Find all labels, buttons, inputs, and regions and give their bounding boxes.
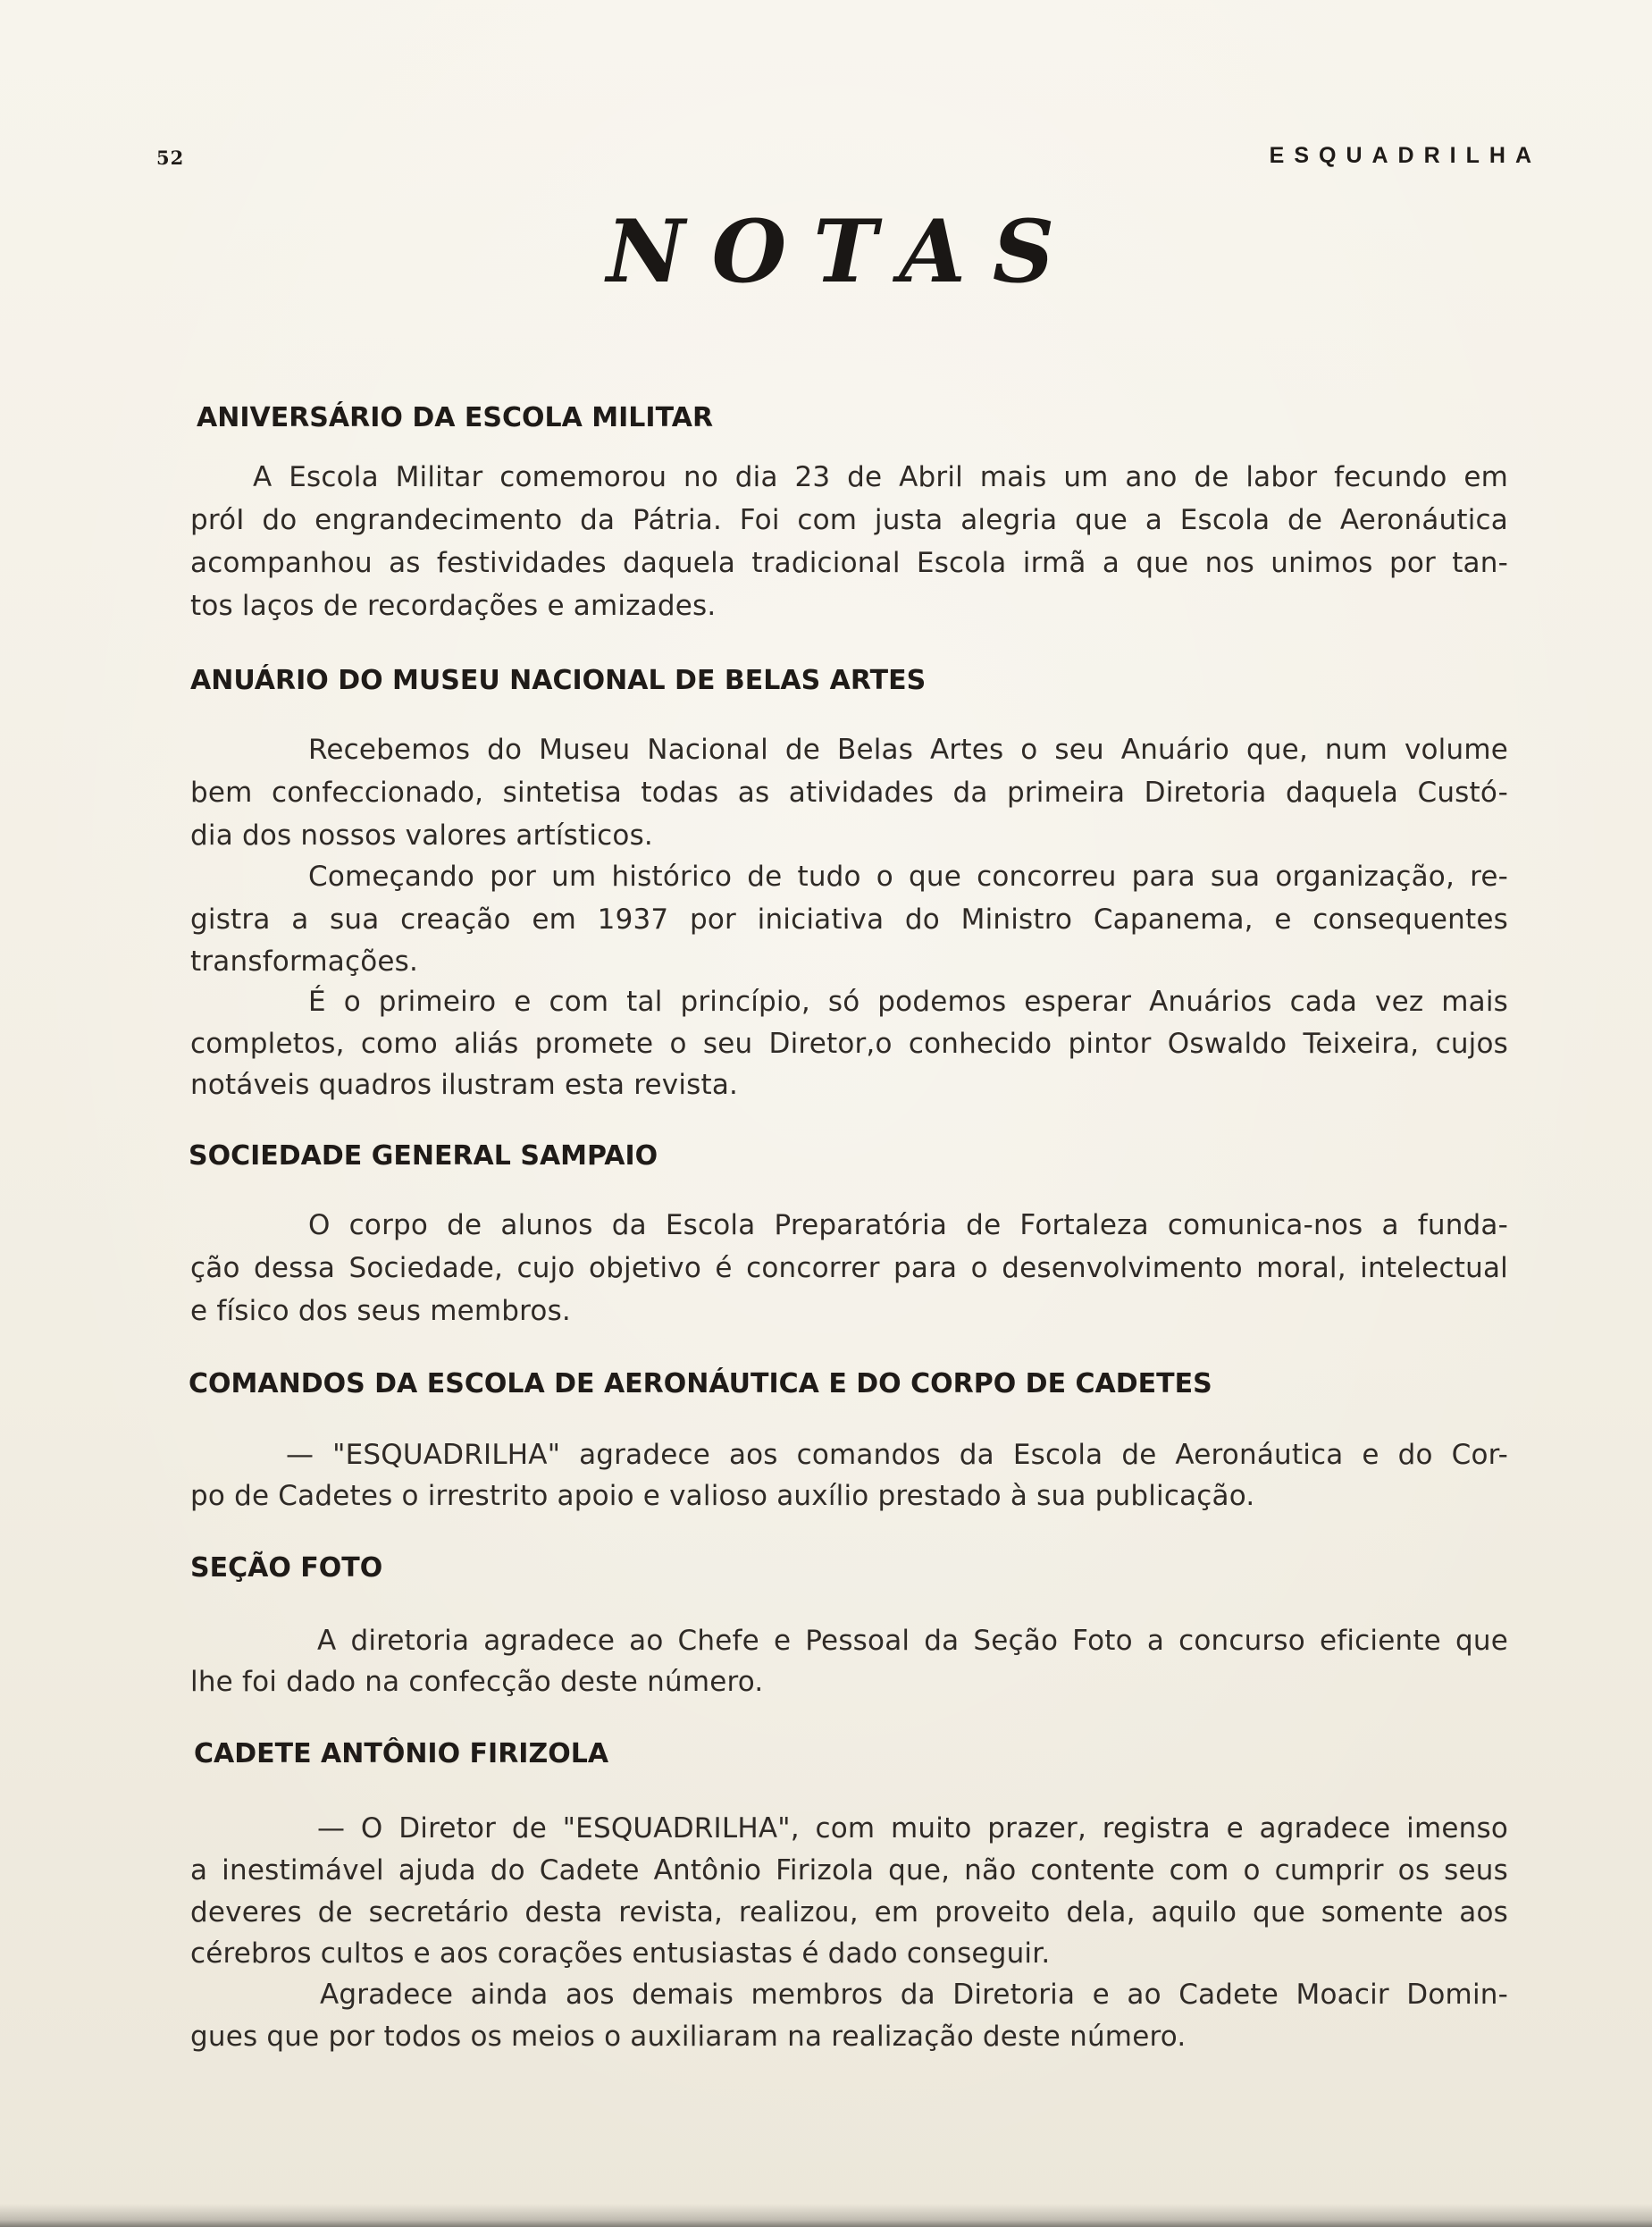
paragraph-line: po de Cadetes o irrestrito apoio e valioso auxílio prestado à sua publicação. <box>190 1480 1255 1512</box>
paragraph-line: Recebemos do Museu Nacional de Belas Artes o seu Anuário que, num volume <box>308 734 1508 766</box>
section-heading-cadete: CADETE ANTÔNIO FIRIZOLA <box>194 1738 609 1769</box>
paragraph-line: ção dessa Sociedade, cujo objetivo é concorrer para o desenvolvimento moral, intelectual <box>190 1252 1508 1284</box>
paragraph-line: dia dos nossos valores artísticos. <box>190 819 653 852</box>
paragraph-line: acompanhou as festividades daquela tradicional Escola irmã a que nos unimos por tan- <box>190 547 1508 579</box>
paragraph-line: e físico dos seus membros. <box>190 1295 571 1327</box>
paragraph-line: próI do engrandecimento da Pátria. Foi com justa alegria que a Escola de Aeronáutica <box>190 504 1508 536</box>
paragraph-line: a inestimável ajuda do Cadete Antônio Firizola que, não contente com o cumprir os seus <box>190 1854 1508 1887</box>
paragraph-line: gues que por todos os meios o auxiliaram na realização deste número. <box>190 2021 1187 2053</box>
running-head: ESQUADRILHA <box>1269 143 1541 168</box>
paragraph-line: Agradece ainda aos demais membros da Diretoria e ao Cadete Moacir Domin- <box>320 1979 1508 2011</box>
paragraph-line: A Escola Militar comemorou no dia 23 de Abril mais um ano de labor fecundo em <box>253 461 1508 493</box>
page-edge-shadow <box>0 2204 1652 2227</box>
paragraph-line: gistra a sua creação em 1937 por iniciativa do Ministro Capanema, e consequentes <box>190 903 1508 936</box>
paragraph-line: — O Diretor de "ESQUADRILHA", com muito prazer, registra e agradece imenso <box>317 1812 1508 1845</box>
paragraph-line: Começando por um histórico de tudo o que concorreu para sua organização, re- <box>308 861 1508 893</box>
paragraph-line: É o primeiro e com tal princípio, só podemos esperar Anuários cada vez mais <box>308 986 1508 1018</box>
paragraph-line: cérebros cultos e aos corações entusiastas é dado conseguir. <box>190 1937 1051 1970</box>
paragraph-line: O corpo de alunos da Escola Preparatória de Fortaleza comunica-nos a funda- <box>308 1209 1508 1241</box>
paragraph-line: bem confeccionado, sintetisa todas as atividades da primeira Diretoria daquela Custó- <box>190 777 1508 809</box>
paragraph-line: lhe foi dado na confecção deste número. <box>190 1666 764 1698</box>
paragraph-line: deveres de secretário desta revista, realizou, em proveito dela, aquilo que somente aos <box>190 1896 1508 1929</box>
section-heading-secao-foto: SEÇÃO FOTO <box>190 1552 383 1584</box>
paragraph-line: completos, como aliás promete o seu Diretor,o conhecido pintor Oswaldo Teixeira, cujos <box>190 1028 1508 1060</box>
section-heading-comandos: COMANDOS DA ESCOLA DE AERONÁUTICA E DO CORPO DE CADETES <box>189 1368 1212 1399</box>
section-heading-sociedade: SOCIEDADE GENERAL SAMPAIO <box>189 1140 658 1172</box>
paragraph-line: A diretoria agradece ao Chefe e Pessoal da Seção Foto a concurso eficiente que <box>317 1625 1508 1657</box>
page-number: 52 <box>156 147 185 169</box>
section-heading-anuario: ANUÁRIO DO MUSEU NACIONAL DE BELAS ARTES <box>190 665 927 696</box>
page-title: NOTAS <box>606 201 1082 302</box>
section-heading-aniversario: ANIVERSÁRIO DA ESCOLA MILITAR <box>197 402 714 433</box>
paragraph-line: notáveis quadros ilustram esta revista. <box>190 1069 739 1101</box>
paragraph-line: tos laços de recordações e amizades. <box>190 590 717 622</box>
paragraph-line: — "ESQUADRILHA" agradece aos comandos da Escola de Aeronáutica e do Cor- <box>286 1439 1508 1471</box>
paragraph-line: transformações. <box>190 945 419 978</box>
